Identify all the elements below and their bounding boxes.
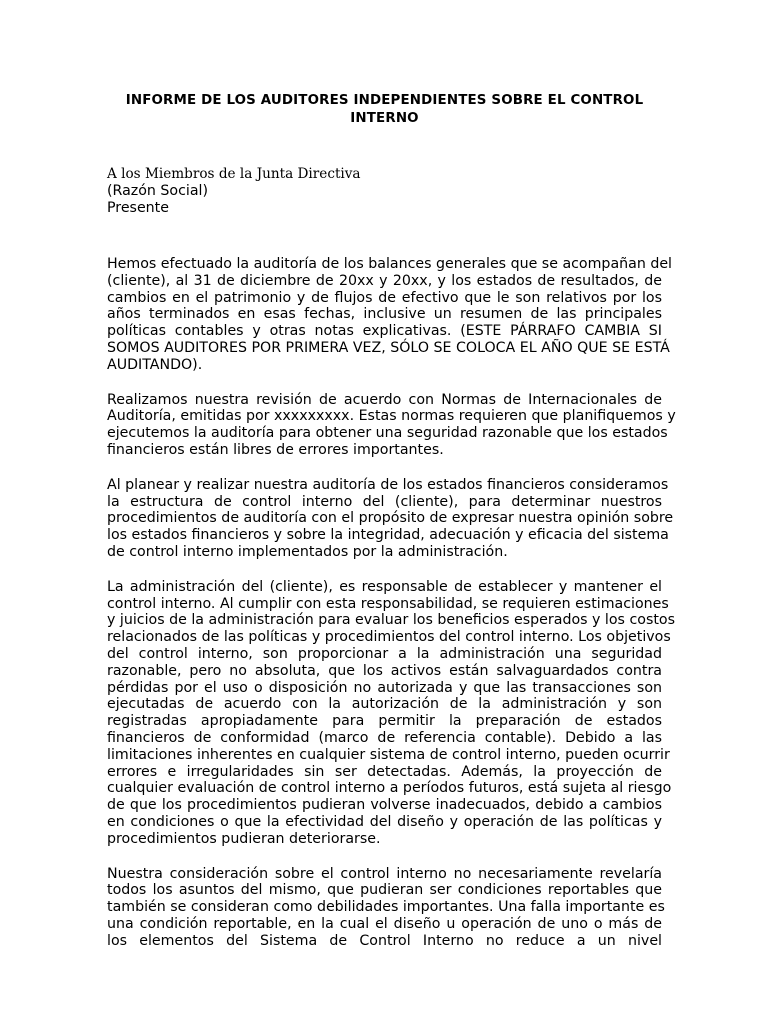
title-line-1: INFORME DE LOS AUDITORES INDEPENDIENTES SOBRE EL CONTROL bbox=[125, 93, 644, 108]
paragraph-line: cambios en el patrimonio y de flujos de efectivo que le son relativos por los bbox=[107, 289, 662, 306]
paragraph-line: limitaciones inherentes en cualquier sistema de control interno, pueden ocurrir bbox=[107, 746, 670, 763]
paragraph-line: Realizamos nuestra revisión de acuerdo con Normas de Internacionales de bbox=[107, 391, 662, 408]
paragraph-line: políticas contables y otras notas explicativas. (ESTE PÁRRAFO CAMBIA SI bbox=[107, 323, 662, 340]
addressee-line-3: Presente bbox=[107, 200, 169, 216]
paragraph-line: del control interno, son proporcionar a la administración una seguridad bbox=[107, 645, 662, 662]
paragraph-line: también se consideran como debilidades importantes. Una falla importante es bbox=[107, 899, 665, 916]
paragraph-line: financieros están libres de errores importantes. bbox=[107, 441, 444, 458]
paragraph-line: registradas apropiadamente para permitir la preparación de estados bbox=[107, 713, 662, 730]
paragraph-line: de control interno implementados por la administración. bbox=[107, 543, 508, 560]
title-line-2: INTERNO bbox=[350, 111, 419, 126]
paragraph-line: relacionados de las políticas y procedimientos del control interno. Los objetivos bbox=[107, 629, 671, 646]
paragraph-2 bbox=[107, 391, 676, 459]
paragraph-line: AUDITANDO). bbox=[107, 356, 203, 373]
paragraph-line: control interno. Al cumplir con esta responsabilidad, se requieren estimaciones bbox=[107, 595, 669, 612]
paragraph-line: razonable, pero no absoluta, que los activos están salvaguardados contra bbox=[107, 662, 662, 679]
paragraph-line: Nuestra consideración sobre el control interno no necesariamente revelaría bbox=[107, 865, 662, 882]
paragraph-line: y juicios de la administración para evaluar los beneficios esperados y los costos bbox=[107, 612, 675, 629]
paragraph-line: ejecutemos la auditoría para obtener una seguridad razonable que los estados bbox=[107, 425, 668, 442]
paragraph-line: SOMOS AUDITORES POR PRIMERA VEZ, SÓLO SE COLOCA EL AÑO QUE SE ESTÁ bbox=[107, 339, 670, 356]
paragraph-line: de que los procedimientos pudieran volverse inadecuados, debido a cambios bbox=[107, 797, 662, 814]
paragraph-line: Al planear y realizar nuestra auditoría de los estados financieros consideramos bbox=[107, 476, 669, 493]
paragraph-line: financieros de conformidad (marco de referencia contable). Debido a las bbox=[107, 729, 662, 746]
paragraph-line: errores e irregularidades sin ser detectadas. Además, la proyección de bbox=[107, 763, 662, 780]
paragraph-line: la estructura de control interno del (cliente), para determinar nuestros bbox=[107, 493, 662, 510]
paragraph-line: Hemos efectuado la auditoría de los balances generales que se acompañan del bbox=[107, 256, 672, 272]
paragraph-5 bbox=[107, 865, 665, 950]
paragraph-line: cualquier evaluación de control interno a períodos futuros, está sujeta al riesgo bbox=[107, 780, 672, 797]
paragraph-line: años terminados en esas fechas, inclusive un resumen de las principales bbox=[107, 306, 662, 323]
paragraph-4 bbox=[107, 578, 675, 848]
paragraph-line: los estados financieros y sobre la integridad, adecuación y eficacia del sistema bbox=[107, 527, 669, 544]
paragraph-line: todos los asuntos del mismo, que pudieran ser condiciones reportables que bbox=[107, 882, 662, 899]
addressee-line-1: A los Miembros de la Junta Directiva bbox=[107, 166, 361, 182]
paragraph-line: una condición reportable, en la cual el diseño u operación de uno o más de bbox=[107, 915, 662, 932]
paragraph-line: Auditoría, emitidas por xxxxxxxxx. Estas normas requieren que planifiquemos y bbox=[107, 408, 676, 425]
paragraph-1 bbox=[107, 256, 672, 374]
paragraph-line: ejecutadas de acuerdo con la autorización de la administración y son bbox=[107, 696, 662, 713]
document-title bbox=[107, 92, 662, 128]
paragraph-line: procedimientos de auditoría con el propósito de expresar nuestra opinión sobre bbox=[107, 510, 674, 527]
paragraph-line: pérdidas por el uso o disposición no autorizada y que las transacciones son bbox=[107, 679, 662, 696]
paragraph-line: (cliente), al 31 de diciembre de 20xx y 20xx, y los estados de resultados, de bbox=[107, 272, 662, 289]
paragraph-line: procedimientos pudieran deteriorarse. bbox=[107, 830, 381, 847]
document-body bbox=[107, 256, 676, 949]
paragraph-3 bbox=[107, 476, 674, 561]
paragraph-line: La administración del (cliente), es responsable de establecer y mantener el bbox=[107, 578, 662, 595]
paragraph-line: los elementos del Sistema de Control Interno no reduce a un nivel bbox=[107, 932, 662, 949]
paragraph-line: en condiciones o que la efectividad del diseño y operación de las políticas y bbox=[107, 813, 662, 830]
addressee-line-2: (Razón Social) bbox=[107, 183, 209, 199]
addressee-block bbox=[107, 166, 662, 217]
